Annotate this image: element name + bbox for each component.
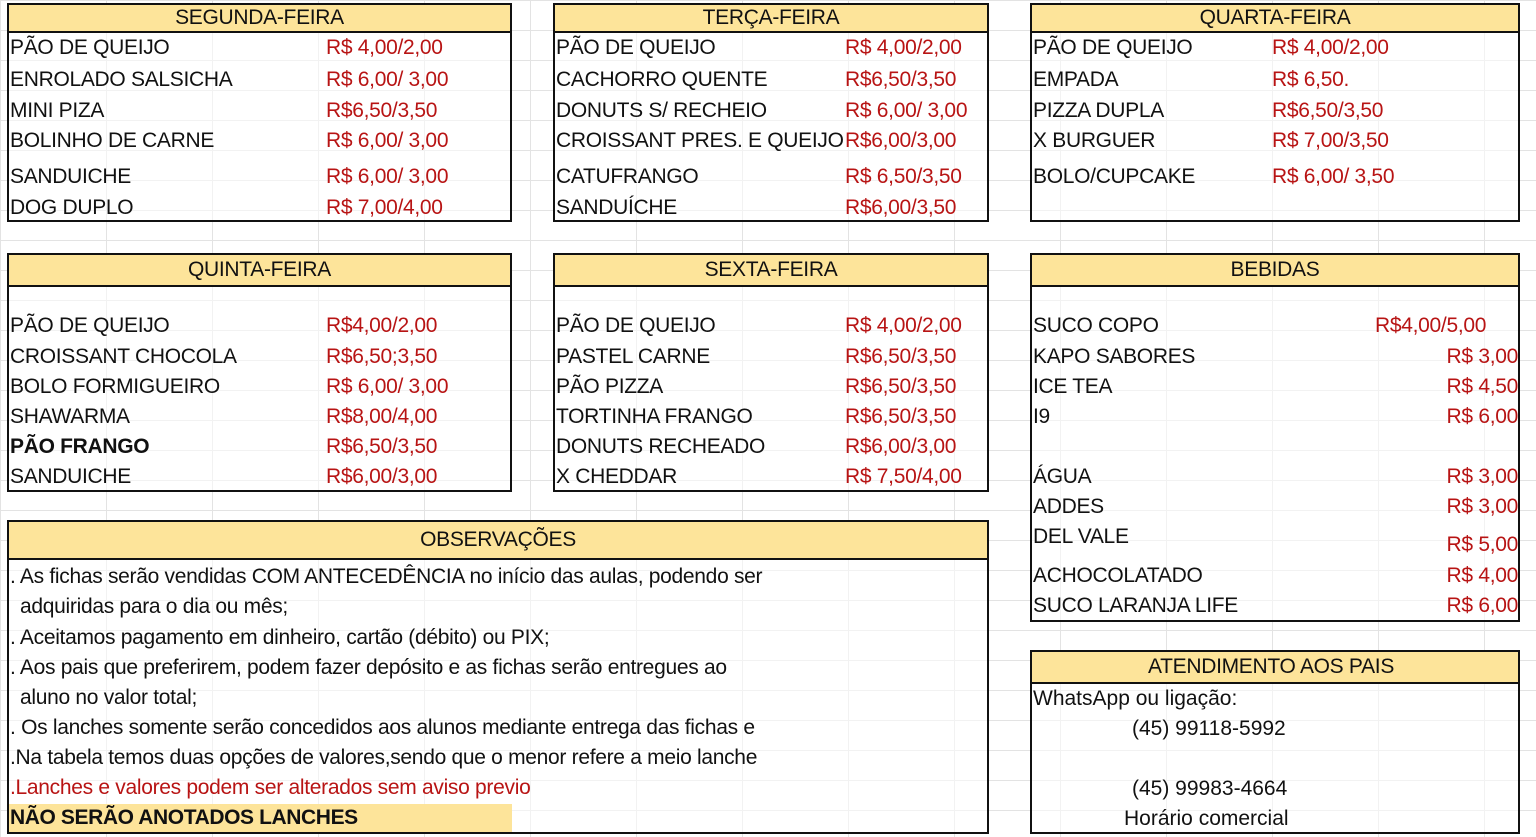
list-item: X CHEDDAR R$ 7,50/4,00 bbox=[556, 465, 962, 488]
observation-line: adquiridas para o dia ou mês; bbox=[20, 595, 288, 618]
no-credit-notice: NÃO SERÃO ANOTADOS LANCHES bbox=[9, 804, 512, 832]
contact-header: ATENDIMENTO AOS PAIS bbox=[1032, 652, 1518, 684]
list-item: ENROLADO SALSICHA R$ 6,00/ 3,00 bbox=[10, 68, 449, 91]
monday-header: SEGUNDA-FEIRA bbox=[9, 5, 510, 33]
drinks-menu-table bbox=[1030, 253, 1520, 622]
contact-hours: Horário comercial bbox=[1124, 807, 1289, 830]
list-item: X BURGUER R$ 7,00/3,50 bbox=[1033, 129, 1389, 152]
list-item: EMPADA R$ 6,50. bbox=[1033, 68, 1349, 91]
thursday-menu-table bbox=[7, 253, 512, 492]
drinks-header: BEBIDAS bbox=[1032, 255, 1518, 287]
list-item: PÃO DE QUEIJO R$ 4,00/2,00 bbox=[556, 314, 962, 337]
list-item: CROISSANT CHOCOLA R$6,50;3,50 bbox=[10, 345, 438, 368]
observation-line: . Os lanches somente serão concedidos aos alunos mediante entrega das fichas e bbox=[10, 716, 755, 739]
observations-header: OBSERVAÇÕES bbox=[9, 522, 987, 560]
observations-panel bbox=[7, 520, 989, 834]
list-item: SHAWARMA R$8,00/4,00 bbox=[10, 405, 438, 428]
list-item: PÃO FRANGO R$6,50/3,50 bbox=[10, 435, 438, 458]
list-item: PÃO DE QUEIJO R$ 4,00/2,00 bbox=[10, 36, 443, 59]
list-item: SANDUICHE R$ 6,00/ 3,00 bbox=[10, 165, 449, 188]
price-change-warning: .Lanches e valores podem ser alterados sem aviso previo bbox=[10, 776, 531, 799]
friday-header: SEXTA-FEIRA bbox=[555, 255, 987, 287]
list-item: BOLO FORMIGUEIRO R$ 6,00/ 3,00 bbox=[10, 375, 449, 398]
list-item: SANDUICHE R$6,00/3,00 bbox=[10, 465, 438, 488]
list-item: PÃO PIZZA R$6,50/3,50 bbox=[556, 375, 957, 398]
thursday-header: QUINTA-FEIRA bbox=[9, 255, 510, 287]
observation-line: .Na tabela temos duas opções de valores,sendo que o menor refere a meio lanche bbox=[10, 746, 758, 769]
parents-contact-panel bbox=[1030, 650, 1520, 834]
wednesday-menu-table bbox=[1030, 3, 1520, 222]
contact-phone-2: (45) 99983-4664 bbox=[1132, 777, 1288, 800]
list-item: PÃO DE QUEIJO R$ 4,00/2,00 bbox=[1033, 36, 1389, 59]
list-item: TORTINHA FRANGO R$6,50/3,50 bbox=[556, 405, 957, 428]
observation-line: . As fichas serão vendidas COM ANTECEDÊNCIA no início das aulas, podendo ser bbox=[10, 565, 763, 588]
list-item: CATUFRANGO R$ 6,50/3,50 bbox=[556, 165, 962, 188]
list-item: DEL VALE R$ 5,00 bbox=[1033, 525, 1518, 556]
list-item: ÁGUA R$ 3,00 bbox=[1033, 465, 1518, 488]
list-item: SUCO COPO R$4,00/5,00 bbox=[1033, 314, 1487, 337]
contact-phone-1: (45) 99118-5992 bbox=[1132, 717, 1286, 740]
list-item: BOLO/CUPCAKE R$ 6,00/ 3,50 bbox=[1033, 165, 1395, 188]
list-item: BOLINHO DE CARNE R$ 6,00/ 3,00 bbox=[10, 129, 449, 152]
list-item: SUCO LARANJA LIFE R$ 6,00 bbox=[1033, 594, 1518, 617]
list-item: ACHOCOLATADO R$ 4,00 bbox=[1033, 564, 1518, 587]
list-item: DOG DUPLO R$ 7,00/4,00 bbox=[10, 196, 443, 219]
list-item: ICE TEA R$ 4,50 bbox=[1033, 375, 1518, 398]
list-item: CROISSANT PRES. E QUEIJO R$6,00/3,00 bbox=[556, 129, 957, 152]
tuesday-menu-table bbox=[553, 3, 989, 222]
list-item: PIZZA DUPLA R$6,50/3,50 bbox=[1033, 99, 1384, 122]
observation-line: aluno no valor total; bbox=[20, 686, 197, 709]
list-item: DONUTS S/ RECHEIO R$ 6,00/ 3,00 bbox=[556, 99, 968, 122]
observation-line: . Aceitamos pagamento em dinheiro, cartão (débito) ou PIX; bbox=[10, 626, 550, 649]
list-item: DONUTS RECHEADO R$6,00/3,00 bbox=[556, 435, 957, 458]
contact-intro: WhatsApp ou ligação: bbox=[1033, 687, 1238, 710]
wednesday-header: QUARTA-FEIRA bbox=[1032, 5, 1518, 33]
list-item: SANDUÍCHE R$6,00/3,50 bbox=[556, 196, 957, 219]
list-item: I9 R$ 6,00 bbox=[1033, 405, 1518, 428]
list-item: CACHORRO QUENTE R$6,50/3,50 bbox=[556, 68, 957, 91]
list-item: PÃO DE QUEIJO R$ 4,00/2,00 bbox=[556, 36, 962, 59]
friday-menu-table bbox=[553, 253, 989, 492]
list-item: MINI PIZA R$6,50/3,50 bbox=[10, 99, 438, 122]
observation-line: . Aos pais que preferirem, podem fazer depósito e as fichas serão entregues ao bbox=[10, 656, 727, 679]
list-item: PASTEL CARNE R$6,50/3,50 bbox=[556, 345, 957, 368]
list-item: ADDES R$ 3,00 bbox=[1033, 495, 1518, 518]
list-item: PÃO DE QUEIJO R$4,00/2,00 bbox=[10, 314, 438, 337]
tuesday-header: TERÇA-FEIRA bbox=[555, 5, 987, 33]
list-item: KAPO SABORES R$ 3,00 bbox=[1033, 345, 1518, 368]
monday-menu-table bbox=[7, 3, 512, 222]
